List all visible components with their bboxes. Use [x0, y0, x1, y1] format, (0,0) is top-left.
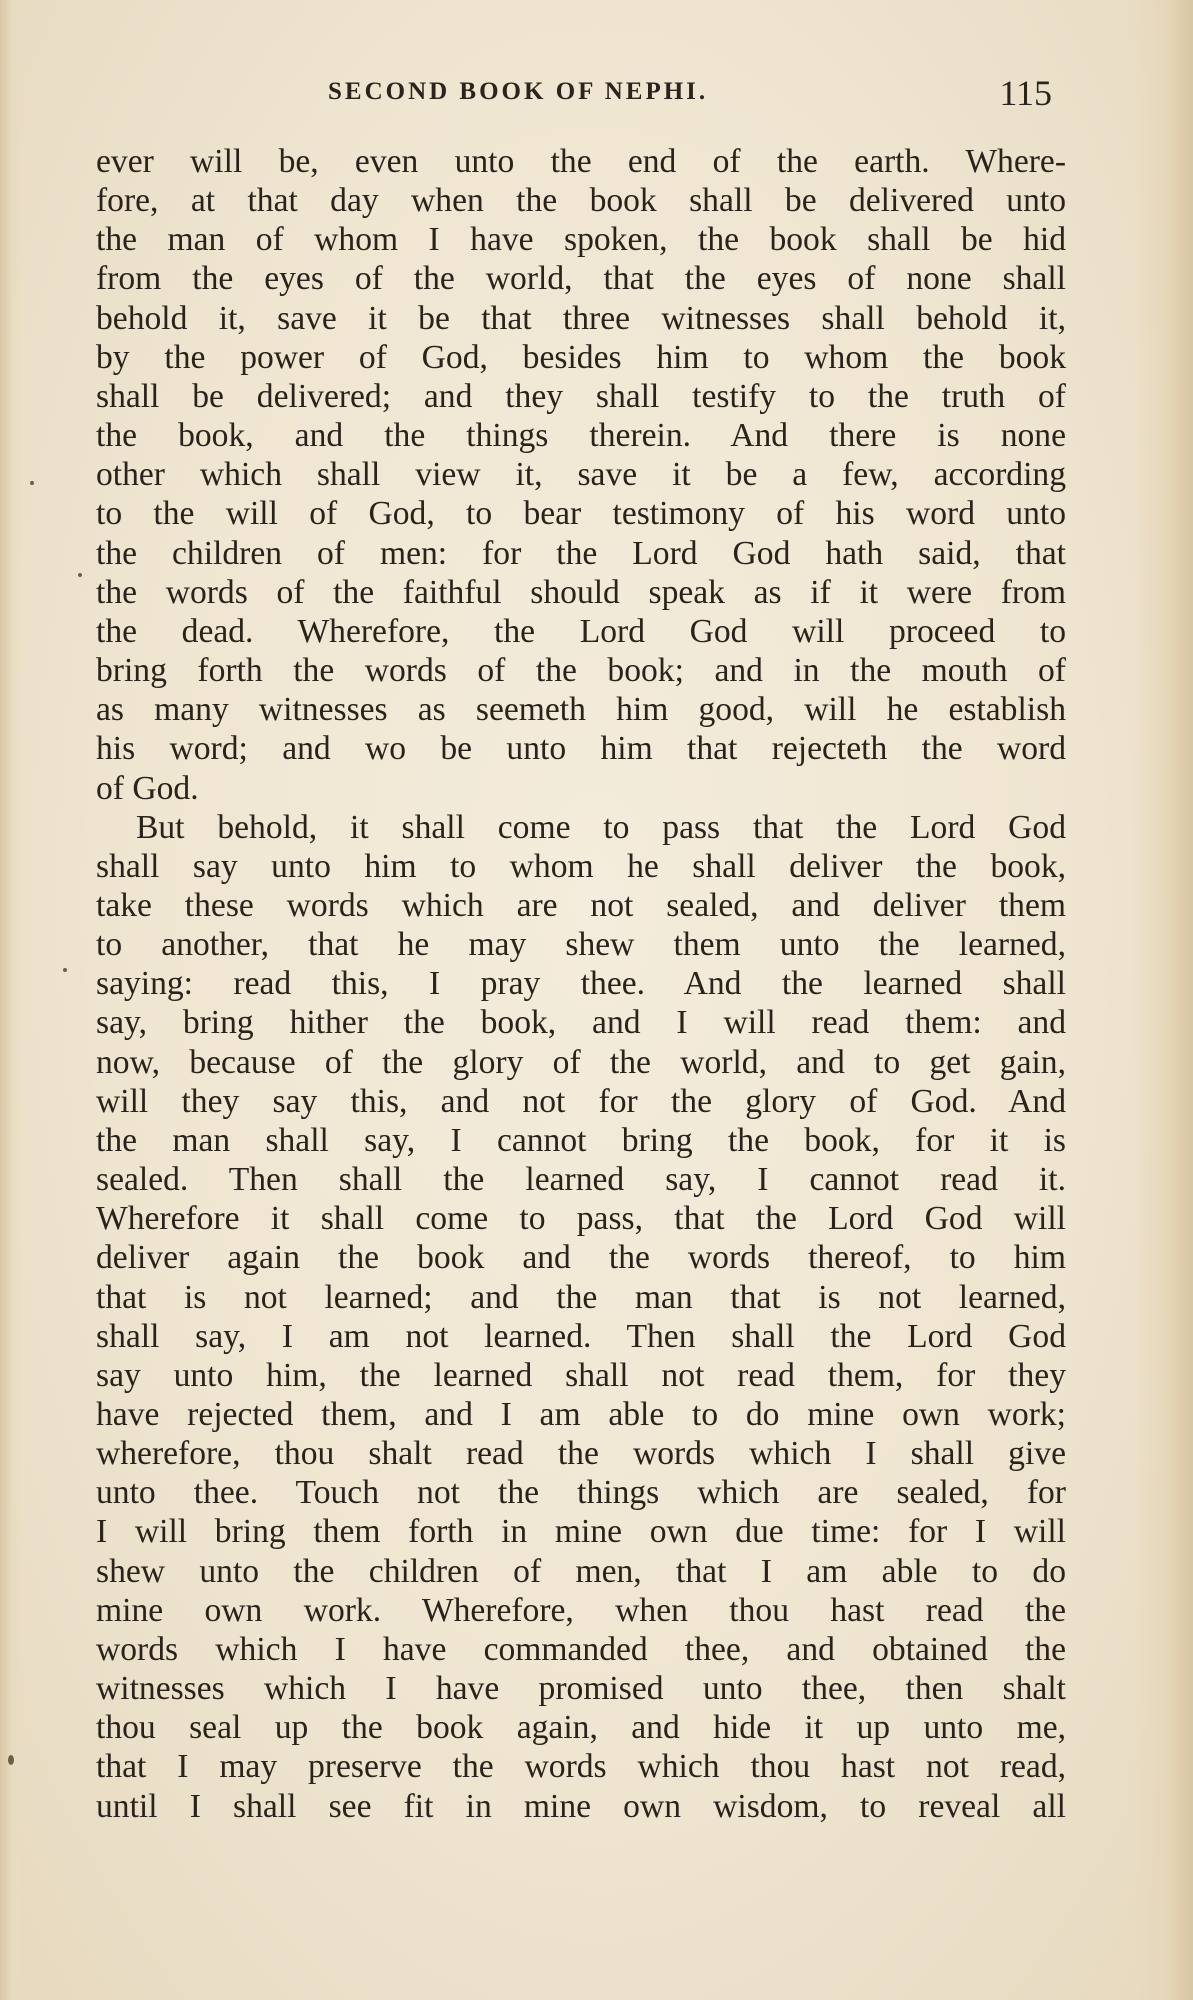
text-line: the words of the faithful should speak as if it were from: [96, 573, 1066, 611]
text-line: wherefore, thou shalt read the words which I shall give: [96, 1435, 1066, 1473]
text-line: that I may preserve the words which thou hast not read,: [96, 1748, 1066, 1786]
text-line: by the power of God, besides him to whom the book: [96, 338, 1066, 376]
text-line: take these words which are not sealed, and deliver them: [96, 886, 1066, 924]
text-line: fore, at that day when the book shall be delivered unto: [96, 182, 1066, 220]
text-line: say, bring hither the book, and I will read them: and: [96, 1004, 1066, 1042]
text-line: have rejected them, and I am able to do mine own work;: [96, 1396, 1066, 1433]
text-line: But behold, it shall come to pass that the Lord God: [136, 808, 1066, 846]
running-title: SECOND BOOK OF NEPHI.: [328, 78, 709, 105]
text-line: shall say unto him to whom he shall deliver the book,: [96, 847, 1066, 885]
text-line: the dead. Wherefore, the Lord God will proceed to: [96, 612, 1066, 650]
text-line: shew unto the children of men, that I am able to do: [96, 1552, 1066, 1590]
text-line: the man shall say, I cannot bring the book, for it is: [96, 1121, 1066, 1159]
page-number: 115: [999, 73, 1052, 113]
text-line: until I shall see fit in mine own wisdom, to reveal all: [96, 1787, 1066, 1825]
text-line: as many witnesses as seemeth him good, will he establish: [96, 691, 1066, 729]
text-line: thou seal up the book again, and hide it up unto me,: [96, 1709, 1066, 1747]
margin-mark: [8, 1755, 14, 1765]
text-line: mine own work. Wherefore, when thou hast read the: [96, 1591, 1066, 1629]
text-line: sealed. Then shall the learned say, I cannot read it.: [96, 1161, 1066, 1199]
text-line: will they say this, and not for the glory of God. And: [96, 1082, 1066, 1120]
text-line: to the will of God, to bear testimony of his word unto: [96, 495, 1066, 533]
text-line: ever will be, even unto the end of the earth. Where-: [96, 143, 1066, 180]
text-line: Wherefore it shall come to pass, that the Lord God will: [96, 1200, 1066, 1238]
text-line: the children of men: for the Lord God hath said, that: [96, 534, 1066, 572]
text-line: deliver again the book and the words thereof, to him: [96, 1239, 1066, 1277]
text-line: his word; and wo be unto him that rejecteth the word: [96, 730, 1066, 768]
text-line: the man of whom I have spoken, the book shall be hid: [96, 221, 1066, 259]
body-text: [96, 142, 1066, 1826]
text-line: to another, that he may shew them unto the learned,: [96, 926, 1066, 964]
margin-mark: [30, 481, 34, 485]
text-line: unto thee. Touch not the things which are sealed, for: [96, 1474, 1066, 1512]
text-line: bring forth the words of the book; and in the mouth of: [96, 652, 1066, 690]
text-line: that is not learned; and the man that is not learned,: [96, 1278, 1066, 1316]
text-line: now, because of the glory of the world, and to get gain,: [96, 1043, 1066, 1081]
margin-mark: [78, 573, 82, 577]
text-line: other which shall view it, save it be a few, according: [96, 456, 1066, 494]
text-line: saying: read this, I pray thee. And the learned shall: [96, 965, 1066, 1003]
page-left-shadow: [0, 0, 22, 2000]
page-header: [96, 72, 1056, 112]
margin-mark: [63, 968, 67, 972]
text-line: from the eyes of the world, that the eyes of none shall: [96, 260, 1066, 298]
page-right-shadow: [1133, 0, 1193, 2000]
text-line: I will bring them forth in mine own due time: for I will: [96, 1513, 1066, 1551]
text-line: witnesses which I have promised unto thee, then shalt: [96, 1670, 1066, 1708]
text-line: behold it, save it be that three witnesses shall behold it,: [96, 299, 1066, 337]
text-line: words which I have commanded thee, and obtained the: [96, 1630, 1066, 1668]
text-line: shall be delivered; and they shall testify to the truth of: [96, 377, 1066, 415]
text-line: shall say, I am not learned. Then shall the Lord God: [96, 1317, 1066, 1355]
text-line: say unto him, the learned shall not read them, for they: [96, 1356, 1066, 1394]
text-line: of God.: [96, 769, 199, 807]
text-line: the book, and the things therein. And there is none: [96, 417, 1066, 455]
